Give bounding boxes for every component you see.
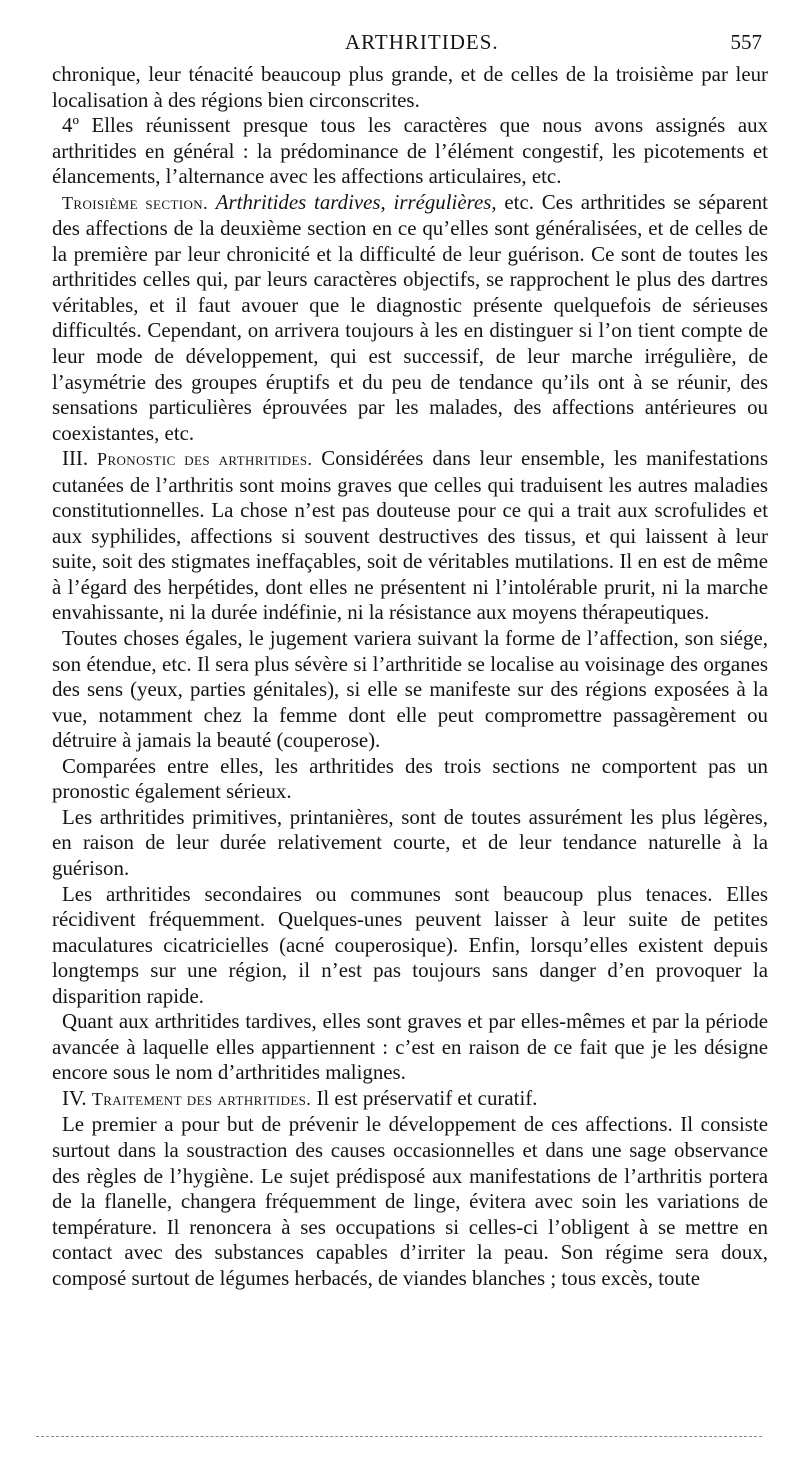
paragraph-text: Les arthritides primitives, printanières, sont de toutes assurément les plus légères, en raison de leur durée relativement courte, et de leur tendance naturelle à la guérison. — [52, 804, 768, 880]
paragraph-9 — [52, 1009, 768, 1086]
paragraph-text: Considérées dans leur ensemble, les manifestations cutanées de l’arthritis sont moins graves que celles qui traduisent les autres maladies constitutionnelles. La chose n’est pas douteuse pour ce qui a trait aux scrofulides et aux syphilides, affections si souvent destructives des tissus, et qui laissent à leur suite, soit des stigmates ineffaçables, soit de véritables mutilations. Il en est de même à l’égard des herpétides, dont elles ne présentent ni l’intolérable prurit, ni la marche envahissante, ni la durée indéfinie, ni la résistance aux moyens thérapeutiques. — [52, 446, 768, 625]
paragraph-text: etc. Ces arthritides se séparent des affections de la deuxième section en ce qu’elles sont généralisées, et de celles de la première par leur chronicité et la difficulté de leur guérison. Ce sont de toutes les arthritides celles qui, par leurs caractères objectifs, se rapprochent le plus des dartres véritables, et il faut avouer que le diagnostic présente quelquefois de sérieuses difficultés. Cependant, on arrivera toujours à les en distinguer si l’on tient compte de leur mode de développement, qui est successif, de leur marche irrégulière, de l’asymétrie des groupes éruptifs et du peu de tendance qu’ils ont à se réunir, des sensations particulières éprouvées par les malades, des affections antérieures ou coexistantes, etc. — [52, 189, 768, 445]
paragraph-5 — [52, 626, 768, 754]
paragraph-text: Toutes choses égales, le jugement variera suivant la forme de l’affection, son siége, son étendue, etc. Il sera plus sévère si l’arthritide se localise au voisinage des organes des sens (yeux, parties génitales), si elle se manifeste sur des régions exposées à la vue, notamment chez la femme dont elle peut compromettre passagèrement ou détruire à jamais la beauté (couperose). — [52, 626, 768, 753]
paragraph-6 — [52, 754, 768, 805]
paragraph-2 — [52, 113, 768, 190]
section-number: III. — [62, 446, 89, 471]
section-number: IV. — [62, 1085, 87, 1110]
section-subtitle: Arthritides tardives, irrégulières, — [215, 189, 497, 214]
paragraph-text: 4º Elles réunissent presque tous les caractères que nous avons assignés aux arthritides en général : la prédominance de l’élément congestif, les picotements et élancements, l’alternance avec les affections articulaires, etc. — [52, 113, 768, 189]
section-heading: Traitement des arthritides. — [91, 1088, 312, 1109]
paragraph-troisieme-section — [52, 190, 768, 446]
paragraph-text: chronique, leur ténacité beaucoup plus grande, et de celles de la troisième par leur localisation à des régions bien circonscrites. — [52, 62, 768, 112]
body-text — [52, 62, 768, 1291]
paragraph-7 — [52, 805, 768, 882]
page-header — [0, 28, 800, 58]
paragraph-1 — [52, 62, 768, 113]
paragraph-text: Comparées entre elles, les arthritides des trois sections ne comportent pas un pronostic également sérieux. — [52, 753, 768, 804]
section-heading: Troisième section. — [62, 192, 208, 213]
footer-rule — [36, 1436, 762, 1437]
paragraph-11 — [52, 1112, 768, 1291]
paragraph-text: Quant aux arthritides tardives, elles sont graves et par elles-mêmes et par la période avancée à laquelle elles appartiennent : c’est en raison de ce fait que je les désigne encore sous le nom d’arthritides malignes. — [52, 1009, 768, 1085]
page-number: 557 — [730, 30, 762, 54]
paragraph-text: Les arthritides secondaires ou communes sont beaucoup plus tenaces. Elles récidivent fréquemment. Quelques-unes peuvent laisser à leur suite de petites maculatures cicatricielles (acné couperosique). Enfin, lorsqu’elles existent depuis longtemps sur une région, il n’est pas toujours sans danger d’en provoquer la disparition rapide. — [52, 881, 768, 1008]
paragraph-text: Il est préservatif et curatif. — [316, 1085, 538, 1110]
paragraph-pronostic — [52, 446, 768, 626]
paragraph-text: Le premier a pour but de prévenir le développement de ces affections. Il consiste surtout dans la soustraction des causes occasionnelles et dans une sage observance des règles de l’hygiène. Le sujet prédisposé aux manifestations de l’arthritis portera de la flanelle, changera fréquemment de linge, évitera avec soin les variations de température. Il renoncera à ses occupations si celles-ci l’obligent à se mettre en contact avec des substances capables d’irriter la peau. Son régime sera doux, composé surtout de légumes herbacés, de viandes blanches ; tous excès, toute — [52, 1112, 768, 1290]
paragraph-traitement — [52, 1086, 768, 1113]
section-heading: Pronostic des arthritides. — [97, 449, 313, 470]
paragraph-8 — [52, 882, 768, 1010]
running-title: ARTHRITIDES. — [345, 30, 499, 54]
